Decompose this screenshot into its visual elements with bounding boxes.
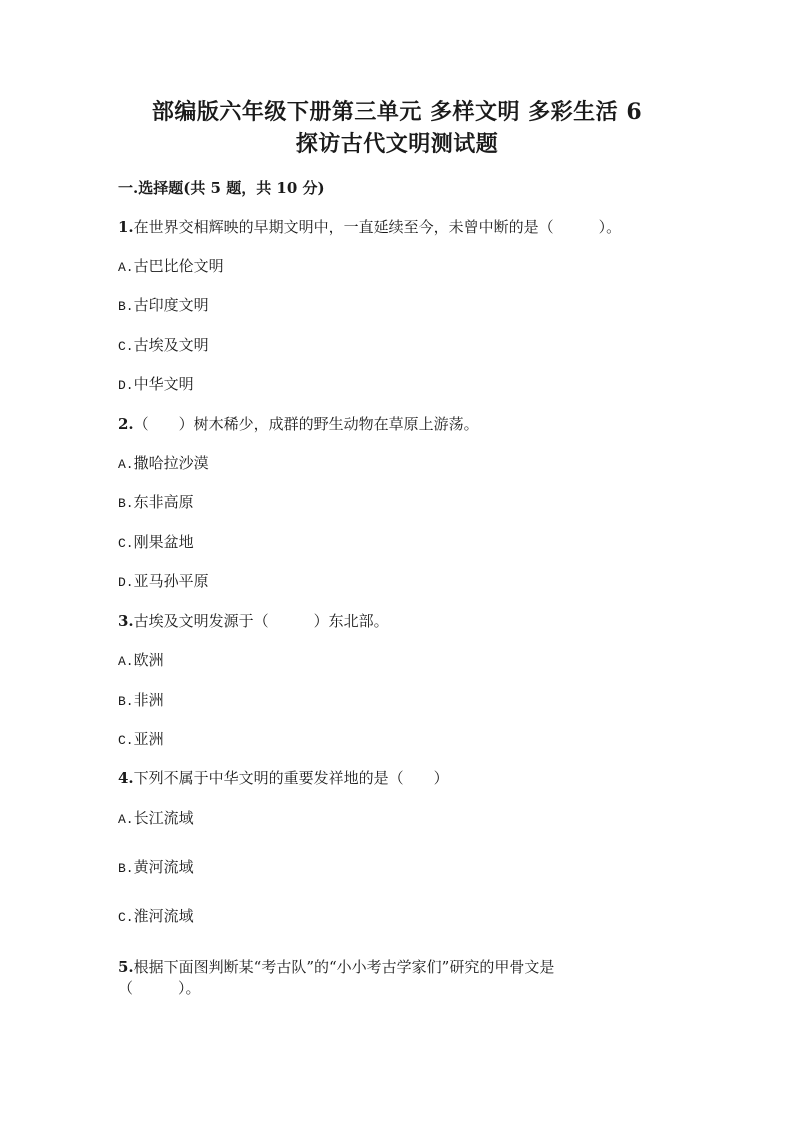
option-text: 亚洲 xyxy=(133,730,164,748)
doc-title-line2: 探访古代文明测试题 xyxy=(295,131,499,157)
question-5 xyxy=(118,957,554,977)
option-label: C. xyxy=(118,536,134,551)
question-text: 下列不属于中华文明的重要发祥地的是（ ） xyxy=(133,769,449,787)
option-text: 古印度文明 xyxy=(133,296,209,314)
question-3-option-c xyxy=(118,729,164,751)
question-4-option-b xyxy=(118,857,194,879)
option-text: 亚马孙平原 xyxy=(133,572,209,590)
question-text: 古埃及文明发源于（ ）东北部。 xyxy=(133,612,389,630)
question-1 xyxy=(118,217,621,237)
option-text: 刚果盆地 xyxy=(133,533,194,551)
question-text: 根据下面图判断某“考古队”的“小小考古学家们”研究的甲骨文是 xyxy=(133,958,555,976)
question-2-option-b xyxy=(118,492,194,514)
question-number: 1. xyxy=(118,218,134,236)
question-4 xyxy=(118,768,449,788)
question-3-option-a xyxy=(118,650,164,672)
option-label: A. xyxy=(118,654,134,669)
option-label: C. xyxy=(118,910,134,925)
question-1-option-a xyxy=(118,256,224,278)
option-label: A. xyxy=(118,260,134,275)
option-label: B. xyxy=(118,694,134,709)
question-number: 5. xyxy=(118,958,134,976)
question-1-option-d xyxy=(118,374,194,396)
question-2-option-c xyxy=(118,532,194,554)
question-2-option-a xyxy=(118,453,209,475)
option-label: C. xyxy=(118,733,134,748)
option-text: 长江流域 xyxy=(133,809,194,827)
option-text: 古埃及文明 xyxy=(133,336,209,354)
option-text: 古巴比伦文明 xyxy=(133,257,224,275)
question-4-option-a xyxy=(118,808,194,830)
option-text: 撒哈拉沙漠 xyxy=(133,454,209,472)
option-label: B. xyxy=(118,299,134,314)
question-3 xyxy=(118,611,389,631)
question-5-continuation: （ ）。 xyxy=(118,979,201,997)
question-number: 2. xyxy=(118,415,134,433)
question-2-option-d xyxy=(118,571,209,593)
question-4-option-c xyxy=(118,906,194,928)
question-text: 在世界交相辉映的早期文明中，一直延续至今，未曾中断的是（ ）。 xyxy=(133,218,622,236)
option-text: 非洲 xyxy=(133,691,164,709)
option-label: C. xyxy=(118,339,134,354)
option-text: 淮河流域 xyxy=(133,907,194,925)
question-1-option-c xyxy=(118,335,209,357)
question-number: 3. xyxy=(118,612,134,630)
option-text: 中华文明 xyxy=(133,375,194,393)
question-text: （ ）树木稀少，成群的野生动物在草原上游荡。 xyxy=(133,415,479,433)
option-label: D. xyxy=(118,378,134,393)
option-label: B. xyxy=(118,496,134,511)
section-heading: 一.选择题(共 5 题，共 10 分) xyxy=(118,179,325,197)
option-text: 黄河流域 xyxy=(133,858,194,876)
question-number: 4. xyxy=(118,769,134,787)
doc-title-line1: 部编版六年级下册第三单元 多样文明 多彩生活 6 xyxy=(151,99,643,125)
option-label: D. xyxy=(118,575,134,590)
option-label: A. xyxy=(118,812,134,827)
option-label: B. xyxy=(118,861,134,876)
question-1-option-b xyxy=(118,295,209,317)
question-2 xyxy=(118,414,479,434)
question-3-option-b xyxy=(118,690,164,712)
option-label: A. xyxy=(118,457,134,472)
option-text: 东非高原 xyxy=(133,493,194,511)
option-text: 欧洲 xyxy=(133,651,164,669)
